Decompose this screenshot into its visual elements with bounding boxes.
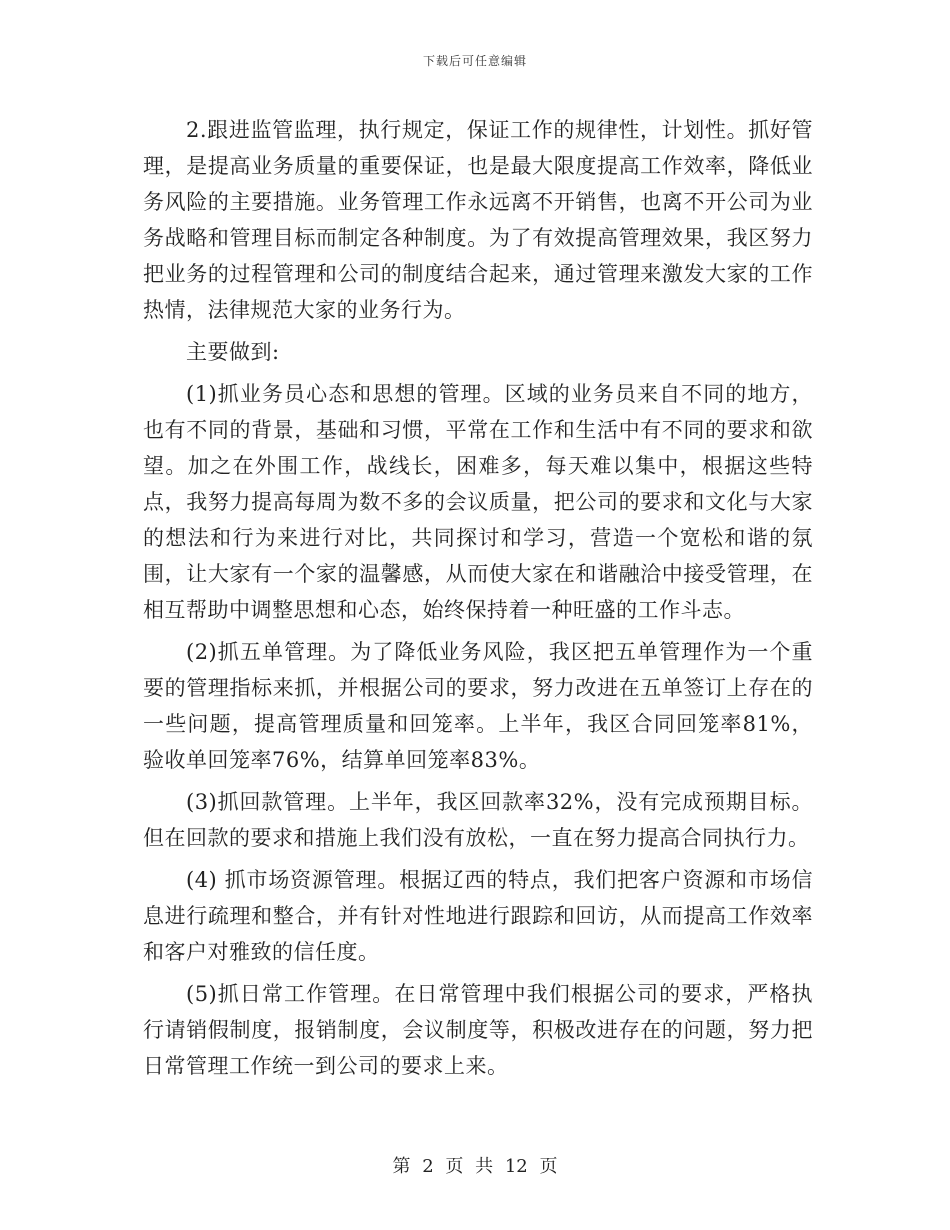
paragraph-main-points: 主要做到: (186, 340, 280, 364)
paragraph-item-1: (1)抓业务员心态和思想的管理。区域的业务员来自不同的地方，也有不同的背景，基础和习惯，平常在工作和生活中有不同的要求和欲望。加之在外围工作，战线长，困难多，每天难以集中，根据这些特点，我努力提高每周为数不多的会议质量，把公司的要求和文化与大家的想法和行为来进行对比，共同探讨和学习，营造一个宽松和谐的氛围，让大家有一个家的温馨感，从而使大家在和谐融洽中接受管理，在相互帮助中调整思想和心态，始终保持着一种旺盛的工作斗志。 (143, 382, 813, 622)
paragraph-supervision: 2.跟进监管监理，执行规定，保证工作的规律性，计划性。抓好管理，是提高业务质量的重要保证，也是最大限度提高工作效率，降低业务风险的主要措施。业务管理工作永远离不开销售，也离不开公司为业务战略和管理目标而制定各种制度。为了有效提高管理效果，我区努力把业务的过程管理和公司的制度结合起来，通过管理来激发大家的工作热情，法律规范大家的业务行为。 (143, 118, 813, 322)
page-number-footer: 第 2 页 共 12 页 (392, 1156, 558, 1177)
page-header: 下载后可任意编辑 (422, 54, 527, 68)
paragraph-item-3: (3)抓回款管理。上半年，我区回款率32%，没有完成预期目标。但在回款的要求和措施上我们没有放松，一直在努力提高合同执行力。 (143, 790, 813, 850)
document-body (143, 112, 813, 1084)
paragraph-item-2: (2)抓五单管理。为了降低业务风险，我区把五单管理作为一个重要的管理指标来抓，并根据公司的要求，努力改进在五单签订上存在的一些问题，提高管理质量和回笼率。上半年，我区合同回笼率81%，验收单回笼率76%，结算单回笼率83%。 (143, 640, 813, 772)
paragraph-item-5: (5)抓日常工作管理。在日常管理中我们根据公司的要求，严格执行请销假制度，报销制度，会议制度等，积极改进存在的问题，努力把日常管理工作统一到公司的要求上来。 (143, 982, 813, 1078)
paragraph-item-4: (4) 抓市场资源管理。根据辽西的特点，我们把客户资源和市场信息进行疏理和整合，并有针对性地进行跟踪和回访，从而提高工作效率和客户对雅致的信任度。 (143, 868, 813, 964)
